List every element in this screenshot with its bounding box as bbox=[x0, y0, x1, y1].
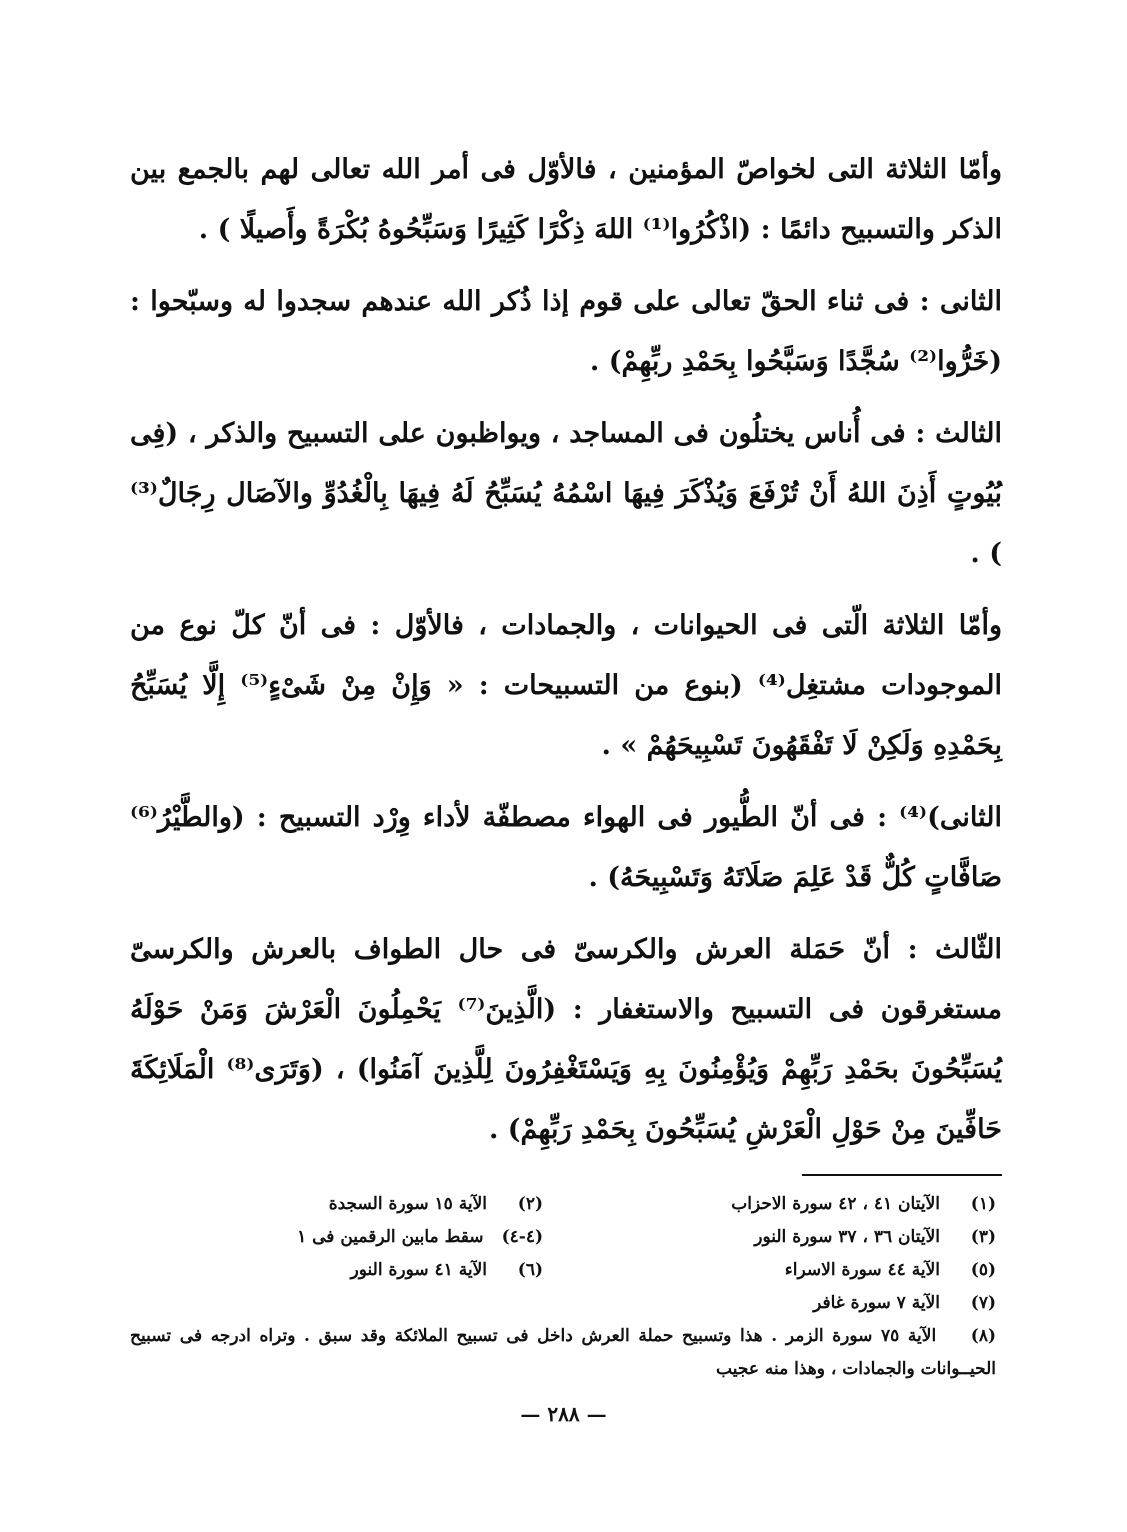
footnote-number: (٥) bbox=[970, 1260, 996, 1280]
footnote-text: الآية ٤١ سورة النور bbox=[350, 1260, 487, 1280]
footnote-long bbox=[130, 1320, 1002, 1386]
footnote-text: الآية ٧٥ سورة الزمر . هذا وتسبيح حملة العرش داخل فى تسبيح الملائكة وقد سبق . وتراه ادرجه فى تسبيح الحيــوانات والجمادات ، وهذا منه عجيب bbox=[130, 1326, 996, 1379]
footnote-number: (٧) bbox=[970, 1293, 996, 1313]
footnote-number: (٨) bbox=[970, 1326, 996, 1346]
body-text bbox=[130, 140, 1002, 1160]
footnote-text: الآية ٤٤ سورة الاسراء bbox=[784, 1260, 940, 1280]
paragraph-1: وأمّا الثلاثة التى لخواصّ المؤمنين ، فالأوّل فى أمر الله تعالى لهم بالجمع بين الذكر والتسبيح دائمًا : (اذْكُرُوا⁽¹⁾ اللهَ ذِكْرًا كَثِيرًا وَسَبِّحُوهُ بُكْرَةً وأَصيلًا ) . bbox=[130, 154, 1002, 245]
footnote-grid bbox=[130, 1188, 1002, 1320]
footnote-number: (٣) bbox=[970, 1227, 996, 1247]
page-number: — ٢٨٨ — bbox=[520, 1402, 607, 1426]
footnote-number: (٢) bbox=[517, 1194, 543, 1214]
footnote-item bbox=[583, 1188, 996, 1221]
paragraph-6: الثّالث : أنّ حَمَلة العرش والكرسىّ فى حال الطواف بالعرش والكرسىّ مستغرقون فى التسبيح والاستغفار : (الَّذِينَ⁽⁷⁾ يَحْمِلُونَ الْعَرْشَ وَمَنْ حَوْلَهُ يُسَبِّحُونَ بحَمْدِ رَبِّهِمْ وَيُؤْمِنُونَ بِهِ وَيَسْتَغْفِرُونَ لِلَّذِينَ آمَنُوا) ، (وَتَرَى⁽⁸⁾ الْمَلَائِكَةَ حَافِّينَ مِنْ حَوْلِ الْعَرْشِ يُسَبِّحُونَ بِحَمْدِ رَبِّهِمْ) . bbox=[130, 934, 1002, 1145]
paragraph-5: الثانى)⁽⁴⁾ : فى أنّ الطُّيور فى الهواء مصطفّة لأداء وِرْد التسبيح : (والطَّيْرُ⁽⁶⁾ صَافَّاتٍ كُلٌّ قَدْ عَلِمَ صَلَاتَهُ وَتَسْبِيحَهُ) . bbox=[130, 802, 1002, 893]
paragraph-4: وأمّا الثلاثة الّتى فى الحيوانات ، والجمادات ، فالأوّل : فى أنّ كلّ نوع من الموجودات مشتغِل⁽⁴⁾ (بنوع من التسبيحات : « وَإِنْ مِنْ شَىْءٍ⁽⁵⁾ إِلَّا يُسَبِّحُ بِحَمْدِهِ وَلَكِنْ لَا تَفْقَهُونَ تَسْبِيحَهُمْ » . bbox=[130, 610, 1002, 761]
paragraph-3: الثالث : فى أُناس يختلُون فى المساجد ، ويواظبون على التسبيح والذكر ، (فِى بُيُوتٍ أَذِنَ اللهُ أَنْ تُرْفَعَ وَيُذْكَرَ فِيهَا اسْمُهُ يُسَبِّحُ لَهُ فِيهَا بِالْغُدُوِّ والآصَال رِجَالٌ⁽³⁾ ) . bbox=[130, 418, 1002, 569]
footnote-item bbox=[130, 1254, 543, 1287]
footnote-number: (١) bbox=[970, 1194, 996, 1214]
footnote-number: (٦) bbox=[517, 1260, 543, 1280]
footnotes bbox=[130, 1188, 1002, 1386]
footnote-divider bbox=[802, 1174, 1002, 1176]
footnote-text: الآية ٧ سورة غافر bbox=[813, 1293, 940, 1313]
footnote-item bbox=[583, 1254, 996, 1287]
footnote-item bbox=[583, 1221, 996, 1254]
footnote-text: الآية ١٥ سورة السجدة bbox=[328, 1194, 487, 1214]
footnote-text: سقط مابين الرقمين فى ١ bbox=[297, 1227, 484, 1247]
paragraph-2: الثانى : فى ثناء الحقّ تعالى على قوم إذا ذُكر الله عندهم سجدوا له وسبّحوا : (خَرُّوا⁽²⁾ سُجَّدًا وَسَبَّحُوا بِحَمْدِ ربِّهِمْ) . bbox=[130, 286, 1002, 377]
footnote-item bbox=[130, 1221, 543, 1254]
footnote-text: الآيتان ٤١ ، ٤٢ سورة الاحزاب bbox=[731, 1194, 940, 1214]
footnote-item bbox=[130, 1188, 543, 1221]
footnote-item bbox=[583, 1287, 996, 1320]
footnote-number: (٤-٤) bbox=[501, 1227, 543, 1247]
footnote-text: الآيتان ٣٦ ، ٣٧ سورة النور bbox=[754, 1227, 940, 1247]
